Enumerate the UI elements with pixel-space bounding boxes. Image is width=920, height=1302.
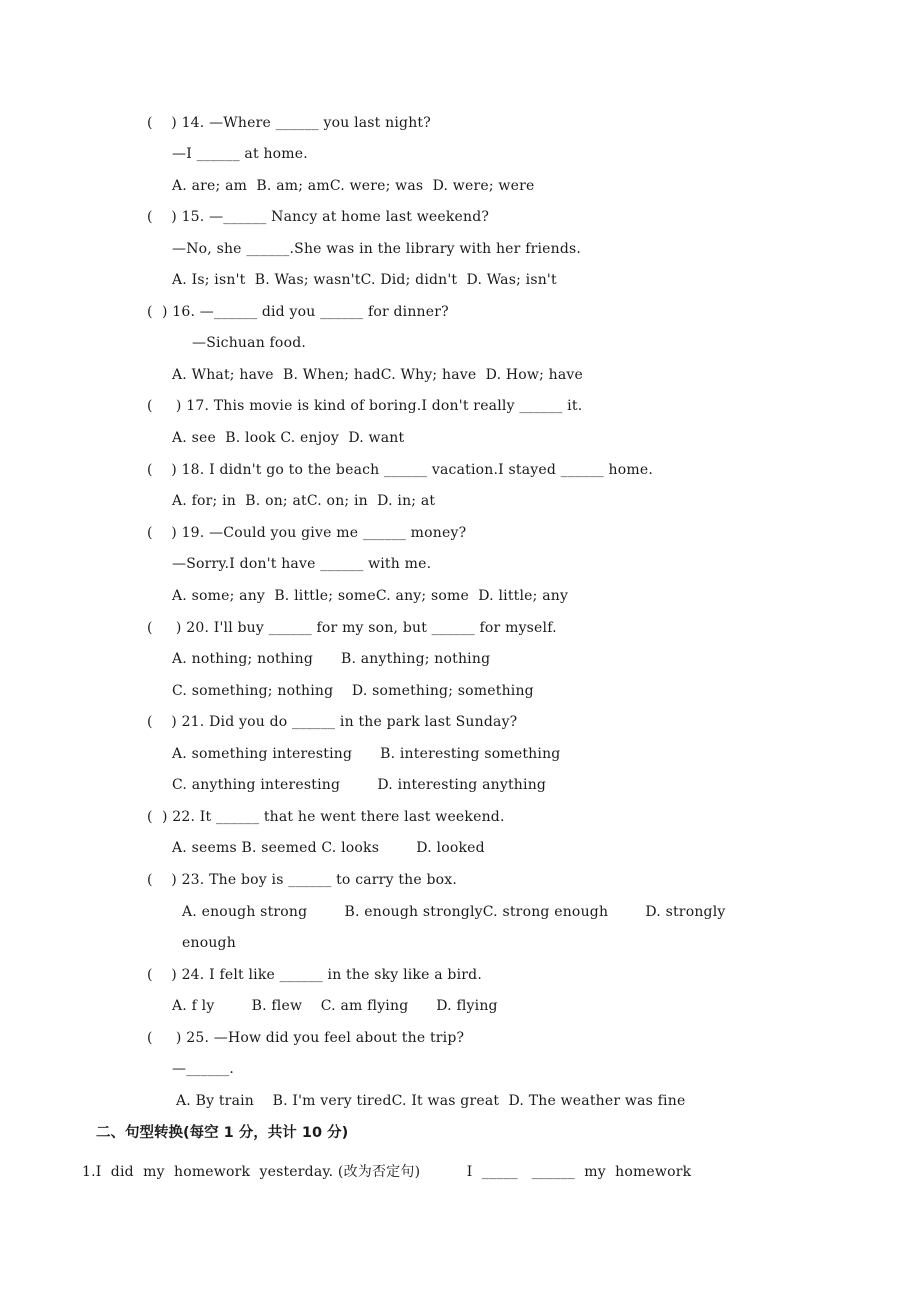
question-18-options: A. for; in B. on; atC. on; in D. in; at (172, 493, 436, 509)
question-17-stem: ( ) 17. This movie is kind of boring.I don't really ______ it. (147, 398, 583, 414)
question-24-options: A. f ly B. flew C. am flying D. flying (172, 998, 498, 1014)
question-22-options: A. seems B. seemed C. looks D. looked (172, 840, 485, 856)
question-21-options-ab: A. something interesting B. interesting something (172, 746, 561, 762)
question-20-options-cd: C. something; nothing D. something; something (172, 683, 534, 699)
question-19-options: A. some; any B. little; someC. any; some D. little; any (172, 588, 569, 604)
question-19-answer: —Sorry.I don't have ______ with me. (172, 556, 432, 572)
question-15-stem: ( ) 15. —______ Nancy at home last weekend? (147, 209, 490, 225)
question-14-answer: —I ______ at home. (172, 146, 308, 162)
question-14-stem: ( ) 14. —Where ______ you last night? (147, 115, 431, 131)
question-19-stem: ( ) 19. —Could you give me ______ money? (147, 525, 467, 541)
question-16-options: A. What; have B. When; hadC. Why; have D. How; have (172, 367, 584, 383)
question-23-options: A. enough strong B. enough stronglyC. strong enough D. strongly (182, 904, 726, 920)
question-22-stem: ( ) 22. It ______ that he went there last weekend. (147, 809, 505, 825)
question-25-stem: ( ) 25. —How did you feel about the trip? (147, 1030, 465, 1046)
question-20-options-ab: A. nothing; nothing B. anything; nothing (172, 651, 491, 667)
question-14-options: A. are; am B. am; amC. were; was D. were; were (172, 178, 535, 194)
question-25-options: A. By train B. I'm very tiredC. It was great D. The weather was fine (176, 1093, 686, 1109)
question-17-options: A. see B. look C. enjoy D. want (172, 430, 405, 446)
question-21-stem: ( ) 21. Did you do ______ in the park last Sunday? (147, 714, 518, 730)
section-2-heading: 二、句型转换(每空 1 分，共计 10 分) (96, 1125, 349, 1141)
question-16-stem: ( ) 16. —______ did you ______ for dinner? (147, 304, 449, 320)
question-24-stem: ( ) 24. I felt like ______ in the sky like a bird. (147, 967, 482, 983)
question-20-stem: ( ) 20. I'll buy ______ for my son, but ______ for myself. (147, 620, 557, 636)
question-15-options: A. Is; isn't B. Was; wasn'tC. Did; didn't D. Was; isn't (172, 272, 557, 288)
question-23-stem: ( ) 23. The boy is ______ to carry the box. (147, 872, 458, 888)
section-2-item-1: 1.I did my homework yesterday. (改为否定句) I _____ ______ my homework (82, 1164, 692, 1180)
question-15-answer: —No, she ______.She was in the library with her friends. (172, 241, 582, 257)
question-23-options-wrap: enough (182, 935, 236, 951)
question-18-stem: ( ) 18. I didn't go to the beach ______ vacation.I stayed ______ home. (147, 462, 653, 478)
question-21-options-cd: C. anything interesting D. interesting anything (172, 777, 547, 793)
question-25-answer: —______. (172, 1061, 235, 1077)
question-16-answer: —Sichuan food. (192, 335, 307, 351)
